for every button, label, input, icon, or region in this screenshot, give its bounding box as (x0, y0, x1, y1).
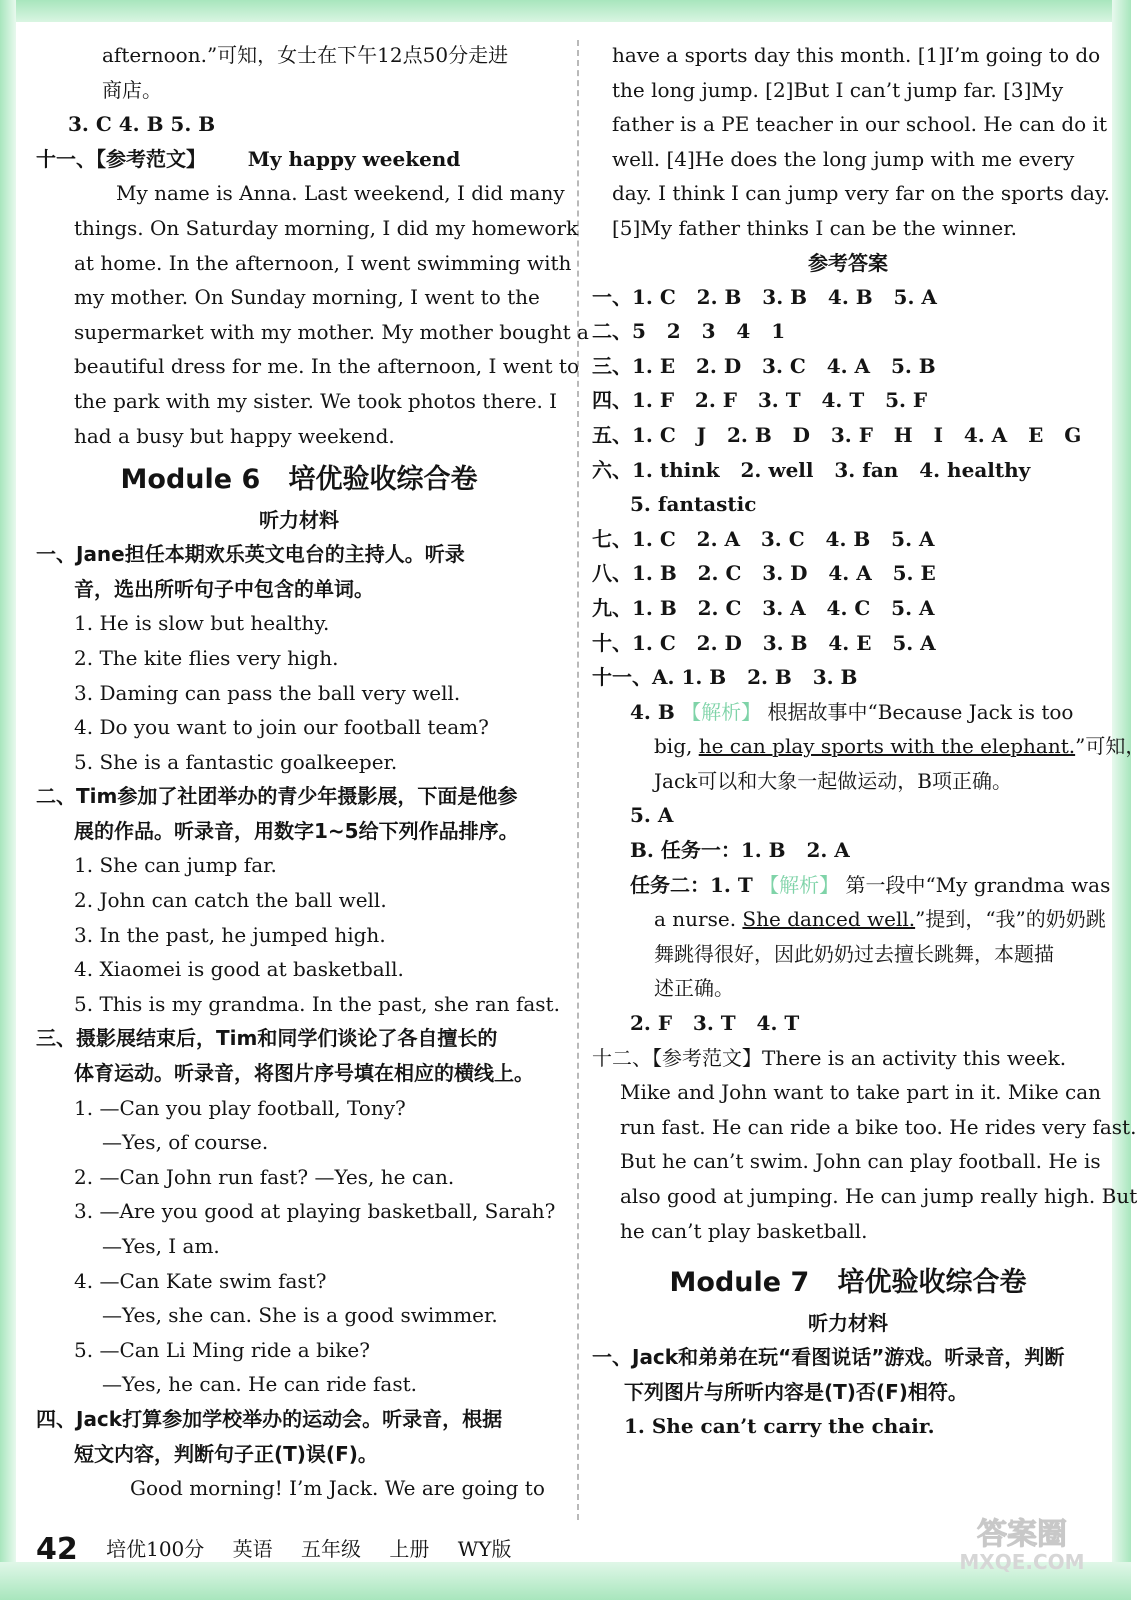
answer-line: 一、1. C 2. B 3. B 4. B 5. A (592, 284, 937, 309)
essay-line: at home. In the afternoon, I went swimming with (74, 250, 572, 275)
passage-line: Good morning! I’m Jack. We are going to (130, 1476, 545, 1501)
explanation-line (592, 902, 1104, 937)
list-item: 2. —Can John run fast? —Yes, he can. (74, 1164, 455, 1189)
section-heading: 三、摄影展结束后，Tim和同学们谈论了各自擅长的 (36, 1026, 498, 1051)
answer-line: 2. F 3. T 4. T (630, 1011, 800, 1036)
section-heading: 十二、【参考范文】There is an activity this week. (592, 1045, 1067, 1070)
answer-line: 八、1. B 2. C 3. D 4. A 5. E (592, 561, 936, 586)
page-number: 42 (36, 1532, 78, 1567)
answer-number: 任务二：1. T (630, 872, 753, 897)
underlined-quote: he can play sports with the elephant. (698, 734, 1076, 759)
page-border-top (0, 0, 1131, 22)
essay-line: also good at jumping. He can jump really high. But (620, 1184, 1138, 1208)
list-item: 1. He is slow but healthy. (74, 611, 330, 636)
essay-line: he can’t play basketball. (620, 1218, 868, 1243)
list-item: 5. —Can Li Ming ride a bike? (74, 1337, 370, 1362)
essay-line: the park with my sister. We took photos there. I (74, 388, 558, 413)
grade: 五年级 (301, 1537, 362, 1561)
explanation-text: 第一段中“My grandma was (845, 872, 1111, 897)
answer-line: 三、1. E 2. D 3. C 4. A 5. B (592, 353, 936, 378)
page-footer (36, 1532, 512, 1567)
list-item: 4. —Can Kate swim fast? (74, 1268, 327, 1293)
answer-line: 十一、A. 1. B 2. B 3. B (592, 665, 858, 690)
answer-line: 二、5 2 3 4 1 (592, 319, 786, 344)
section-heading: 二、Tim参加了社团举办的青少年摄影展，下面是他参 (36, 784, 518, 809)
list-item: —Yes, I am. (102, 1234, 220, 1258)
section-heading: 体育运动。听录音，将图片序号填在相应的横线上。 (74, 1061, 534, 1086)
section-heading: 短文内容，判断句子正(T)误(F)。 (74, 1441, 378, 1466)
list-item: 1. —Can you play football, Tony? (74, 1095, 406, 1120)
essay-line: My name is Anna. Last weekend, I did many (116, 181, 565, 206)
watermark-logo (932, 1514, 1112, 1574)
book-name: 培优100分 (106, 1537, 205, 1561)
section-heading: 下列图片与所听内容是(T)否(F)相符。 (624, 1379, 968, 1404)
list-item: 3. In the past, he jumped high. (74, 922, 386, 947)
passage-line: day. I think I can jump very far on the sports day. (612, 181, 1110, 206)
watermark-text: 答案圈 (977, 1517, 1067, 1552)
edition: WY版 (457, 1537, 512, 1561)
text-line: 商店。 (102, 77, 162, 102)
list-item: 4. Do you want to join our football team? (74, 715, 489, 740)
essay-line: things. On Saturday morning, I did my homework (74, 215, 579, 240)
essay-line: But he can’t swim. John can play football. He is (620, 1149, 1101, 1174)
column-divider (577, 40, 579, 1520)
explanation-text: a nurse. (654, 907, 743, 932)
explanation-text: ”可知， (1075, 734, 1145, 759)
left-column (36, 38, 589, 1506)
page-border-right (1112, 0, 1131, 1600)
essay (36, 176, 589, 453)
passage-line: have a sports day this month. [1]I’m going to do (612, 43, 1101, 67)
list-item: 2. John can catch the ball well. (74, 888, 387, 913)
essay-line: my mother. On Sunday morning, I went to the (74, 285, 540, 310)
list-item: 1. She can’t carry the chair. (624, 1414, 935, 1439)
answer-line: 十、1. C 2. D 3. B 4. E 5. A (592, 630, 936, 655)
essay-line: had a busy but happy weekend. (74, 423, 395, 448)
passage-line: well. [4]He does the long jump with me every (612, 146, 1075, 171)
right-column (592, 38, 1145, 1444)
explanation-line (592, 695, 1104, 730)
answers-title: 参考答案 (808, 250, 888, 275)
list-item: 3. —Are you good at playing basketball, Sarah? (74, 1199, 556, 1224)
section-heading: 四、Jack打算参加学校举办的运动会。听录音，根据 (36, 1406, 503, 1431)
module-title: Module 6 培优验收综合卷 (120, 464, 478, 496)
answer-line: 五、1. C J 2. B D 3. F H I 4. A E G (592, 422, 1082, 447)
essay-line: Mike and John want to take part in it. Mike can (620, 1080, 1102, 1105)
answer-number: 4. B (630, 699, 675, 724)
answer-line: 七、1. C 2. A 3. C 4. B 5. A (592, 526, 935, 551)
watermark-url: MXQE.COM (959, 1550, 1085, 1574)
explanation-line: Jack可以和大象一起做运动，B项正确。 (654, 768, 1012, 793)
listening-title: 听力材料 (259, 508, 339, 533)
answer-line: 5. fantastic (630, 492, 757, 517)
answer-line: 九、1. B 2. C 3. A 4. C 5. A (592, 595, 935, 620)
list-item: 2. The kite flies very high. (74, 645, 339, 670)
answer-line: B. 任务一：1. B 2. A (630, 838, 850, 863)
analysis-tag: 【解析】 (759, 872, 840, 897)
underlined-quote: She danced well. (742, 907, 916, 932)
section-heading: 音，选出所听句子中包含的单词。 (74, 576, 374, 601)
passage-line: father is a PE teacher in our school. He can do it (612, 112, 1107, 137)
explanation-line: 述正确。 (654, 976, 734, 1001)
analysis-tag: 【解析】 (681, 699, 762, 724)
essay-line: run fast. He can ride a bike too. He rides very fast. (620, 1114, 1137, 1139)
explanation-line (592, 729, 1145, 764)
answer-line: 四、1. F 2. F 3. T 4. T 5. F (592, 388, 928, 413)
section-heading: 一、Jack和弟弟在玩“看图说话”游戏。听录音，判断 (592, 1345, 1065, 1370)
list-item: 5. This is my grandma. In the past, she ran fast. (74, 991, 560, 1016)
essay-line: beautiful dress for me. In the afternoon, I went to (74, 354, 580, 379)
section-heading: 一、Jane担任本期欢乐英文电台的主持人。听录 (36, 542, 465, 567)
explanation-line (592, 868, 1111, 903)
list-item: —Yes, she can. She is a good swimmer. (102, 1303, 498, 1328)
term: 上册 (389, 1537, 430, 1561)
explanation-text: ”提到，“我”的奶奶跳 (915, 907, 1106, 932)
page-border-left (0, 0, 16, 1600)
list-item: 1. She can jump far. (74, 853, 277, 878)
section-heading: 十一、【参考范文】 My happy weekend (36, 146, 461, 171)
explanation-text: big, (654, 734, 699, 759)
list-item: 3. Daming can pass the ball very well. (74, 680, 461, 705)
answer-line: 六、1. think 2. well 3. fan 4. healthy (592, 457, 1031, 482)
listening-title: 听力材料 (808, 1311, 888, 1336)
section-heading: 展的作品。听录音，用数字1~5给下列作品排序。 (74, 818, 519, 843)
list-item: —Yes, he can. He can ride fast. (102, 1372, 418, 1397)
passage-line: the long jump. [2]But I can’t jump far. [3]My (612, 77, 1064, 102)
list-item: —Yes, of course. (102, 1130, 269, 1155)
text-line: afternoon.”可知，女士在下午12点50分走进 (102, 43, 509, 67)
list-item: 4. Xiaomei is good at basketball. (74, 957, 404, 982)
answer-line: 5. A (630, 803, 674, 828)
list-item: 5. She is a fantastic goalkeeper. (74, 749, 398, 774)
module-title: Module 7 培优验收综合卷 (669, 1267, 1027, 1299)
explanation-text: 根据故事中“Because Jack is too (767, 699, 1074, 724)
passage-line: [5]My father thinks I can be the winner. (612, 215, 1017, 240)
essay-line: supermarket with my mother. My mother bought a (74, 319, 589, 344)
subject: 英语 (232, 1537, 273, 1561)
answer-line: 3. C 4. B 5. B (68, 112, 216, 137)
explanation-line: 舞跳得很好，因此奶奶过去擅长跳舞，本题描 (654, 941, 1054, 966)
